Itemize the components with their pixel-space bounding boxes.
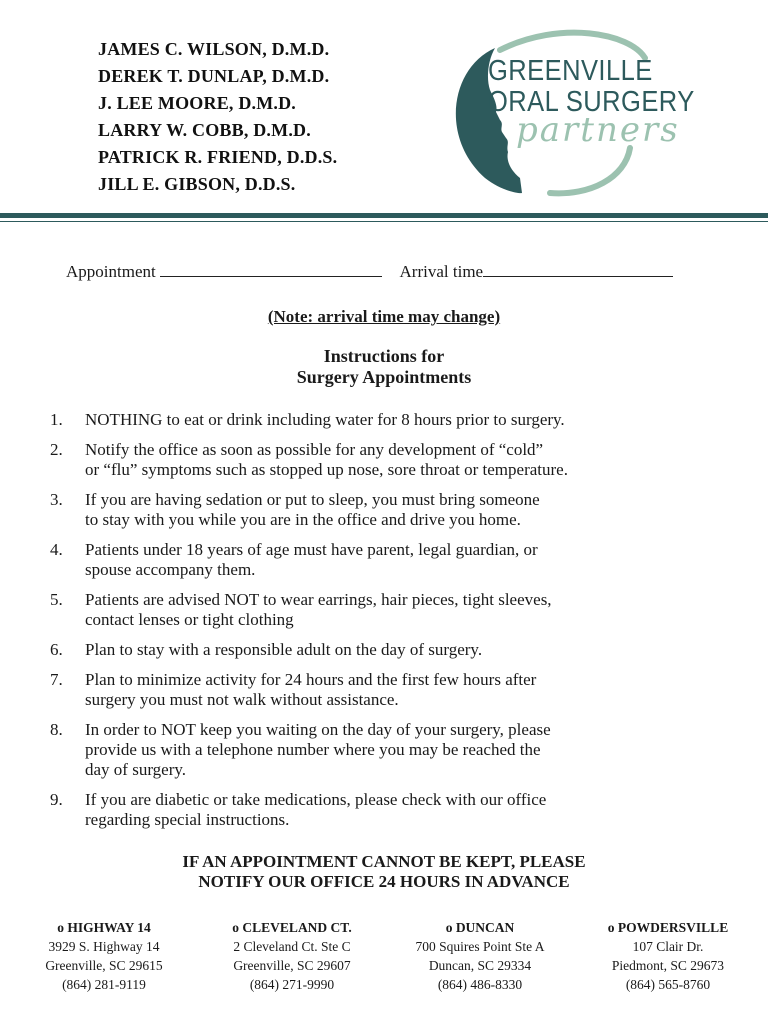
instruction-line: If you are diabetic or take medications, please check with our office — [85, 790, 547, 809]
office-locations — [14, 918, 758, 994]
instruction-line: In order to NOT keep you waiting on the day of your surgery, please — [85, 720, 551, 739]
instruction-text — [85, 540, 730, 580]
instruction-item — [50, 410, 730, 430]
instruction-line: spouse accompany them. — [85, 560, 256, 579]
instruction-number: 2. — [50, 440, 63, 459]
page-title — [0, 346, 768, 388]
instruction-number: 8. — [50, 720, 63, 739]
instruction-line: Patients are advised NOT to wear earrings, hair pieces, tight sleeves, — [85, 590, 552, 609]
instruction-number: 5. — [50, 590, 63, 609]
office-name: o POWDERSVILLE — [607, 920, 729, 935]
instruction-line: or “flu” symptoms such as stopped up nose, sore throat or temperature. — [85, 460, 568, 479]
office-address: 700 Squires Point Ste A — [415, 939, 545, 954]
appointment-field[interactable] — [160, 262, 382, 277]
office-city: Greenville, SC 29615 — [45, 958, 163, 973]
instruction-text — [85, 640, 730, 660]
title-line-2: Surgery Appointments — [296, 367, 472, 387]
instruction-line: surgery you must not walk without assistance. — [85, 690, 399, 709]
office-phone: (864) 281-9119 — [62, 977, 146, 992]
header-divider-thin — [0, 221, 768, 222]
instruction-line: Patients under 18 years of age must have parent, legal guardian, or — [85, 540, 538, 559]
instruction-number: 4. — [50, 540, 63, 559]
instruction-item — [50, 440, 730, 480]
office-address: 2 Cleveland Ct. Ste C — [233, 939, 351, 954]
office-city: Greenville, SC 29607 — [233, 958, 351, 973]
logo-line-1: GREENVILLE — [488, 55, 653, 87]
doctor-list — [98, 36, 337, 198]
instruction-line: day of surgery. — [85, 760, 187, 779]
doctor-name: J. LEE MOORE, D.M.D. — [98, 93, 297, 113]
doctor-name: JAMES C. WILSON, D.M.D. — [98, 39, 330, 59]
instruction-line: to stay with you while you are in the office and drive you home. — [85, 510, 521, 529]
instruction-item — [50, 590, 730, 630]
doctor-name: JILL E. GIBSON, D.D.S. — [98, 174, 296, 194]
instruction-line: Plan to minimize activity for 24 hours and the first few hours after — [85, 670, 537, 689]
instruction-text — [85, 440, 730, 480]
instruction-line: Plan to stay with a responsible adult on the day of surgery. — [85, 640, 483, 659]
instruction-line: If you are having sedation or put to sleep, you must bring someone — [85, 490, 540, 509]
office-location — [14, 918, 194, 994]
cancellation-warning — [0, 852, 768, 892]
header-divider — [0, 213, 768, 218]
instruction-item — [50, 790, 730, 830]
instruction-item — [50, 640, 730, 660]
office-location — [578, 918, 758, 994]
office-city: Duncan, SC 29334 — [428, 958, 532, 973]
office-address: 107 Clair Dr. — [632, 939, 704, 954]
appointment-row — [66, 262, 716, 282]
instruction-item — [50, 490, 730, 530]
logo-script-text: partners — [516, 110, 680, 150]
instruction-line: NOTHING to eat or drink including water for 8 hours prior to surgery. — [85, 410, 565, 429]
arrival-note: (Note: arrival time may change) — [267, 307, 501, 326]
instruction-line: contact lenses or tight clothing — [85, 610, 294, 629]
instruction-item — [50, 670, 730, 710]
warning-line-1: IF AN APPOINTMENT CANNOT BE KEPT, PLEASE — [182, 852, 586, 871]
logo-wordmark — [488, 56, 695, 118]
instruction-number: 7. — [50, 670, 63, 689]
office-address: 3929 S. Highway 14 — [48, 939, 160, 954]
office-name: o DUNCAN — [445, 920, 515, 935]
instruction-text — [85, 490, 730, 530]
office-phone: (864) 271-9990 — [249, 977, 335, 992]
instruction-number: 9. — [50, 790, 63, 809]
warning-line-2: NOTIFY OUR OFFICE 24 HOURS IN ADVANCE — [198, 872, 570, 891]
office-name: o HIGHWAY 14 — [57, 920, 151, 935]
office-phone: (864) 486-8330 — [437, 977, 523, 992]
office-location — [390, 918, 570, 994]
instruction-text — [85, 790, 730, 830]
instruction-line: Notify the office as soon as possible for any development of “cold” — [85, 440, 544, 459]
doctor-name: DEREK T. DUNLAP, D.M.D. — [98, 66, 330, 86]
instruction-item — [50, 720, 730, 780]
office-location — [202, 918, 382, 994]
instruction-text — [85, 720, 730, 780]
instruction-line: regarding special instructions. — [85, 810, 290, 829]
doctor-name: LARRY W. COBB, D.M.D. — [98, 120, 311, 140]
instruction-text — [85, 670, 730, 710]
title-line-1: Instructions for — [323, 346, 445, 366]
arrival-time-label: Arrival time — [399, 262, 484, 281]
doctor-name: PATRICK R. FRIEND, D.D.S. — [98, 147, 338, 167]
instruction-text — [85, 590, 730, 630]
appointment-label: Appointment — [66, 262, 156, 281]
instruction-number: 1. — [50, 410, 63, 429]
office-name: o CLEVELAND CT. — [232, 920, 352, 935]
office-phone: (864) 565-8760 — [625, 977, 711, 992]
instruction-item — [50, 540, 730, 580]
instruction-list — [50, 410, 730, 840]
instruction-text — [85, 410, 730, 430]
arrival-time-field[interactable] — [483, 262, 673, 277]
instruction-line: provide us with a telephone number where you may be reached the — [85, 740, 541, 759]
instruction-number: 6. — [50, 640, 63, 659]
instruction-number: 3. — [50, 490, 63, 509]
office-city: Piedmont, SC 29673 — [611, 958, 725, 973]
logo-line-2: ORAL SURGERY — [488, 86, 695, 118]
